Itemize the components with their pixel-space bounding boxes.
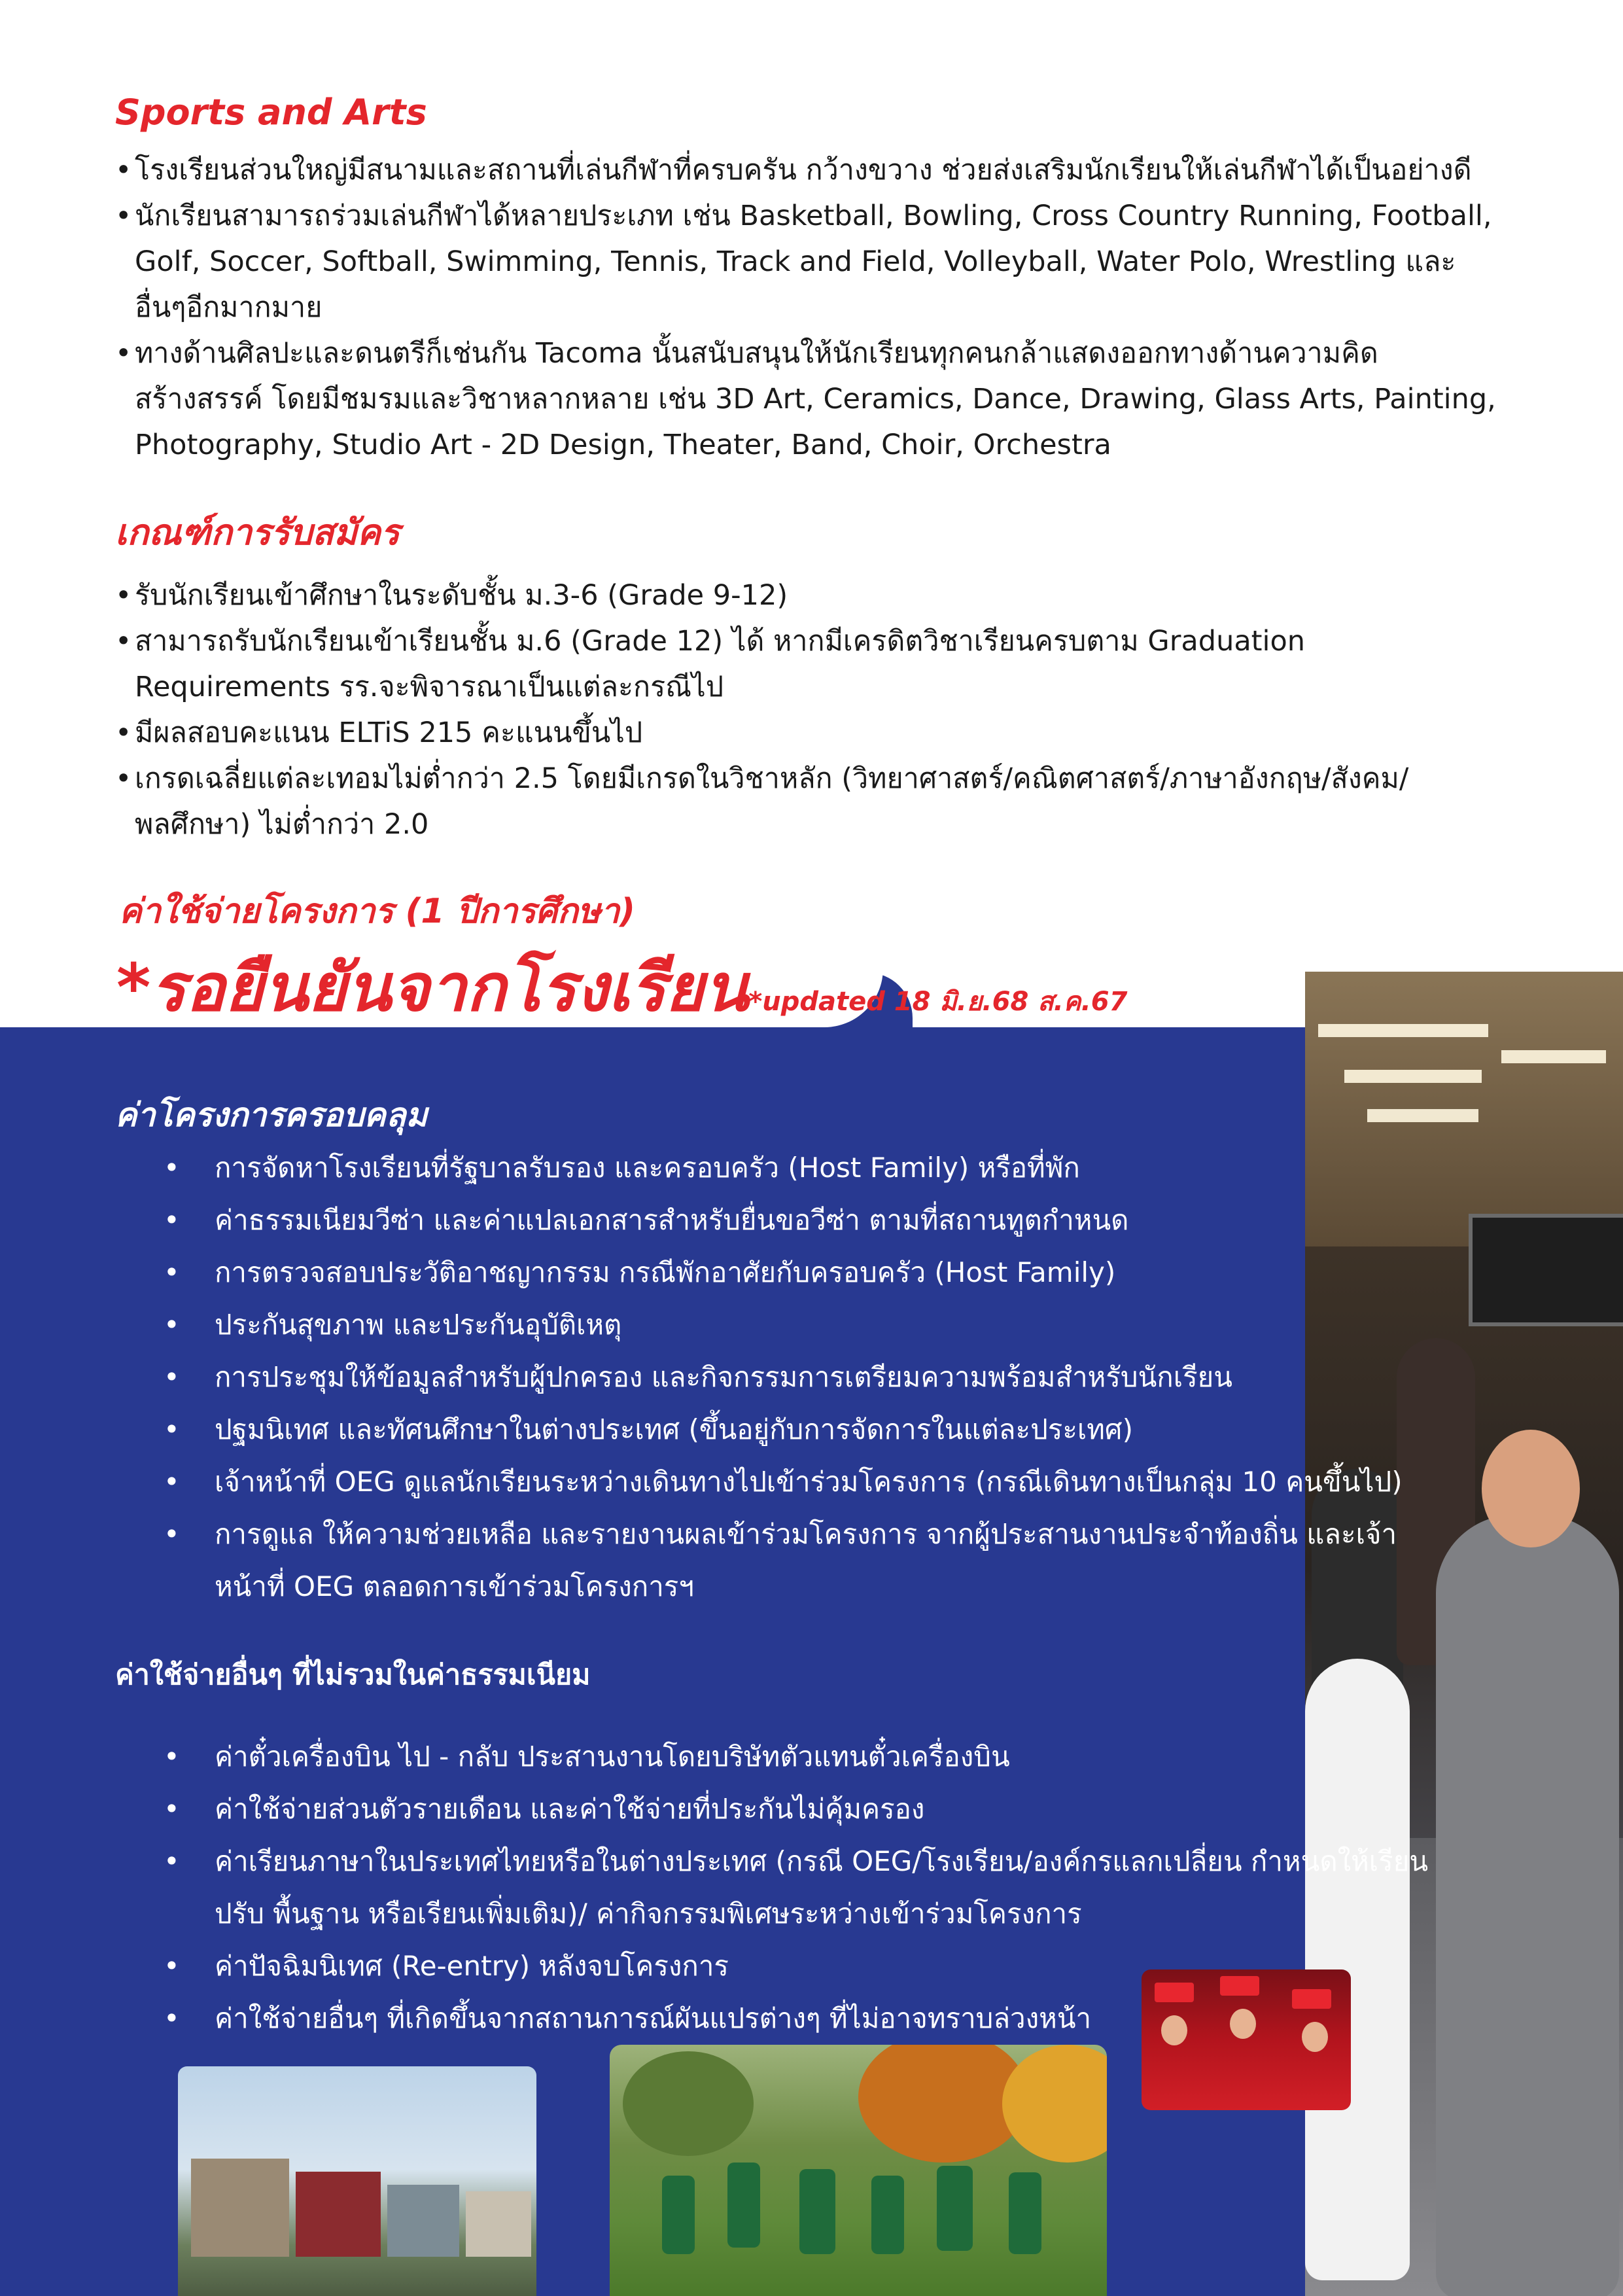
admission-title: เกณฑ์การรับสมัคร [115,512,400,553]
covered-list [164,1142,1439,1613]
houses-photo [178,2066,536,2296]
list-item: • ค่าเรียนภาษาในประเทศไทยหรือในต่างประเทศ (กรณี OEG/โรงเรียน/องค์กรแลกเปลี่ยน กำหนดให้เรียนปรับ พื้นฐาน หรือเรียนเพิ่มเติม)/ ค่ากิจกรรมพิเศษระหว่างเข้าร่วมโครงการ [164,1835,1439,1940]
list-item: • การจัดหาโรงเรียนที่รัฐบาลรับรอง และครอบครัว (Host Family) หรือที่พัก [164,1142,1439,1194]
list-item: • มีผลสอบคะแนน ELTiS 215 คะแนนขึ้นไป [115,710,1502,756]
list-item: • ค่าใช้จ่ายอื่นๆ ที่เกิดขึ้นจากสถานการณ์ผันแปรต่างๆ ที่ไม่อาจทราบล่วงหน้า [164,1992,1439,2045]
list-item: • เจ้าหน้าที่ OEG ดูแลนักเรียนระหว่างเดินทางไปเข้าร่วมโครงการ (กรณีเดินทางเป็นกลุ่ม 10 คนขึ้นไป) [164,1456,1439,1508]
confirm-headline [116,949,1128,1038]
sports-list [115,147,1502,468]
list-item: • ปฐมนิเทศ และทัศนศึกษาในต่างประเทศ (ขึ้นอยู่กับการจัดการในแต่ละประเทศ) [164,1404,1439,1456]
list-item: • การดูแล ให้ความช่วยเหลือ และรายงานผลเข้าร่วมโครงการ จากผู้ประสานงานประจำท้องถิ่น และเจ้าหน้าที่ OEG ตลอดการเข้าร่วมโครงการฯ [164,1508,1439,1613]
admission-list [115,573,1502,847]
list-item: • โรงเรียนส่วนใหญ่มีสนามและสถานที่เล่นกีฬาที่ครบครัน กว้างขวาง ช่วยส่งเสริมนักเรียนให้เล่นกีฬาได้เป็นอย่างดี [115,147,1502,193]
list-item: • ค่าธรรมเนียมวีซ่า และค่าแปลเอกสารสำหรับยื่นขอวีซ่า ตามที่สถานทูตกำหนด [164,1194,1439,1246]
list-item: • นักเรียนสามารถร่วมเล่นกีฬาได้หลายประเภท เช่น Basketball, Bowling, Cross Country Running, Football, Golf, Soccer, Softball, Swimming, Tennis, Track and Field, Volleyball, Water Polo, Wrestling และอื่นๆอีกมากมาย [115,193,1502,330]
sports-title: Sports and Arts [115,92,427,133]
list-item: • สามารถรับนักเรียนเข้าเรียนชั้น ม.6 (Grade 12) ได้ หากมีเครดิตวิชาเรียนครบตาม Graduation Requirements รร.จะพิจารณาเป็นแต่ละกรณีไป [115,618,1502,710]
list-item: • ทางด้านศิลปะและดนตรีก็เช่นกัน Tacoma นั้นสนับสนุนให้นักเรียนทุกคนกล้าแสดงออกทางด้านความคิดสร้างสรรค์ โดยมีชมรมและวิชาหลากหลาย เช่น 3D Art, Ceramics, Dance, Drawing, Glass Arts, Painting, Photography, Studio Art - 2D Design, Theater, Band, Choir, Orchestra [115,330,1502,468]
list-item: • ค่าตั๋วเครื่องบิน ไป - กลับ ประสานงานโดยบริษัทตัวแทนตั๋วเครื่องบิน [164,1731,1439,1783]
cost-title: ค่าใช้จ่ายโครงการ (1 ปีการศึกษา) [119,892,635,931]
confirm-headline-text: *รอยืนยันจากโรงเรียน [116,949,749,1026]
list-item: • การตรวจสอบประวัติอาชญากรรม กรณีพักอาศัยกับครอบครัว (Host Family) [164,1246,1439,1299]
list-item: • เกรดเฉลี่ยแต่ละเทอมไม่ต่ำกว่า 2.5 โดยมีเกรดในวิชาหลัก (วิทยาศาสตร์/คณิตศาสตร์/ภาษาอังกฤษ/สังคม/พลศึกษา) ไม่ต่ำกว่า 2.0 [115,756,1502,847]
students-jumping-photo [610,2045,1107,2296]
graduation-photo [1142,1969,1351,2110]
list-item: • ประกันสุขภาพ และประกันอุบัติเหตุ [164,1299,1439,1351]
list-item: • ค่าปัจฉิมนิเทศ (Re-entry) หลังจบโครงการ [164,1940,1439,1992]
list-item: • การประชุมให้ข้อมูลสำหรับผู้ปกครอง และกิจกรรมการเตรียมความพร้อมสำหรับนักเรียน [164,1351,1439,1404]
covered-title: ค่าโครงการครอบคลุม [115,1096,428,1134]
updated-note: *updated 18 มิ.ย.68 ส.ค.67 [748,987,1128,1017]
excluded-title: ค่าใช้จ่ายอื่นๆ ที่ไม่รวมในค่าธรรมเนียม [115,1659,591,1691]
list-item: • ค่าใช้จ่ายส่วนตัวรายเดือน และค่าใช้จ่ายที่ประกันไม่คุ้มครอง [164,1783,1439,1835]
list-item: • รับนักเรียนเข้าศึกษาในระดับชั้น ม.3-6 (Grade 9-12) [115,573,1502,618]
